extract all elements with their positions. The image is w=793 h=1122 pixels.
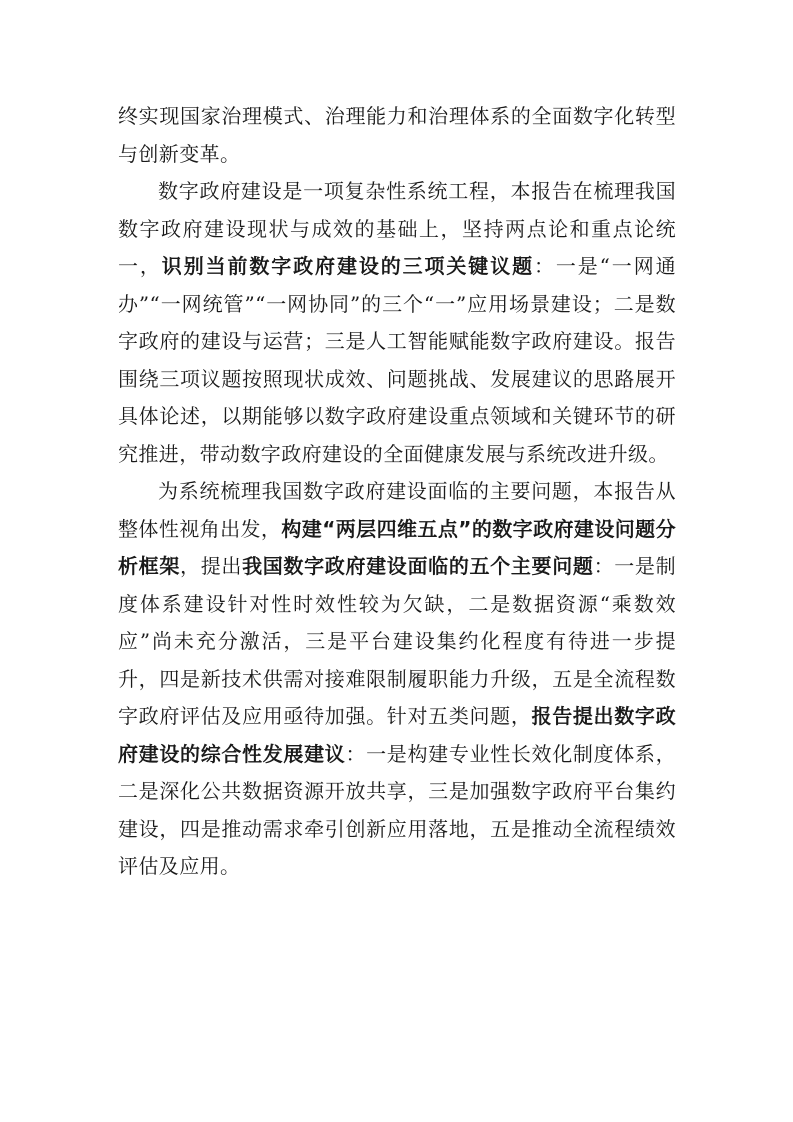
text-segment: ：一是构建专业性长效化制度体系，二是深化公共数据资源开放共享，三是加强数字政府平台集约建设，四是推动需求牵引创新应用落地，五是推动全流程绩效评估及应用。 (118, 741, 676, 878)
paragraph-key-issues (118, 173, 676, 473)
text-segment: ：一是制度体系建设针对性时效性较为欠缺，二是数据资源“乘数效应”尚未充分激活，三是平台建设集约化程度有待进一步提升，四是新技术供需对接难限制履职能力升级，五是全流程数字政府评估及应用亟待加强。针对五类问题， (118, 554, 676, 728)
paragraph-problems-suggestions (118, 473, 676, 886)
text-segment: ，提出 (180, 554, 243, 578)
emphasis-suggestions: 报告提出数字政府建设的综合性发展建议 (118, 704, 676, 766)
text-segment: 终实现国家治理模式、治理能力和治理体系的全面数字化转型与创新变革。 (118, 104, 676, 166)
paragraph-continuation (118, 98, 676, 173)
text-segment: ：一是“一网通办”“一网统管”“一网协同”的三个“一”应用场景建设；二是数字政府的建设与运营；三是人工智能赋能数字政府建设。报告围绕三项议题按照现状成效、问题挑战、发展建议的思路展开具体论述，以期能够以数字政府建设重点领域和关键环节的研究推进，带动数字政府建设的全面健康发展与系统改进升级。 (118, 254, 676, 466)
document-page (118, 98, 676, 886)
emphasis-key-issues: 识别当前数字政府建设的三项关键议题 (161, 254, 534, 278)
text-segment: 为系统梳理我国数字政府建设面临的主要问题，本报告从整体性视角出发， (118, 479, 676, 541)
text-segment: 数字政府建设是一项复杂性系统工程，本报告在梳理我国数字政府建设现状与成效的基础上，坚持两点论和重点论统一， (118, 179, 676, 278)
emphasis-framework: 构建“两层四维五点”的数字政府建设问题分析框架 (118, 516, 676, 578)
emphasis-five-problems: 我国数字政府建设面临的五个主要问题 (242, 554, 594, 578)
